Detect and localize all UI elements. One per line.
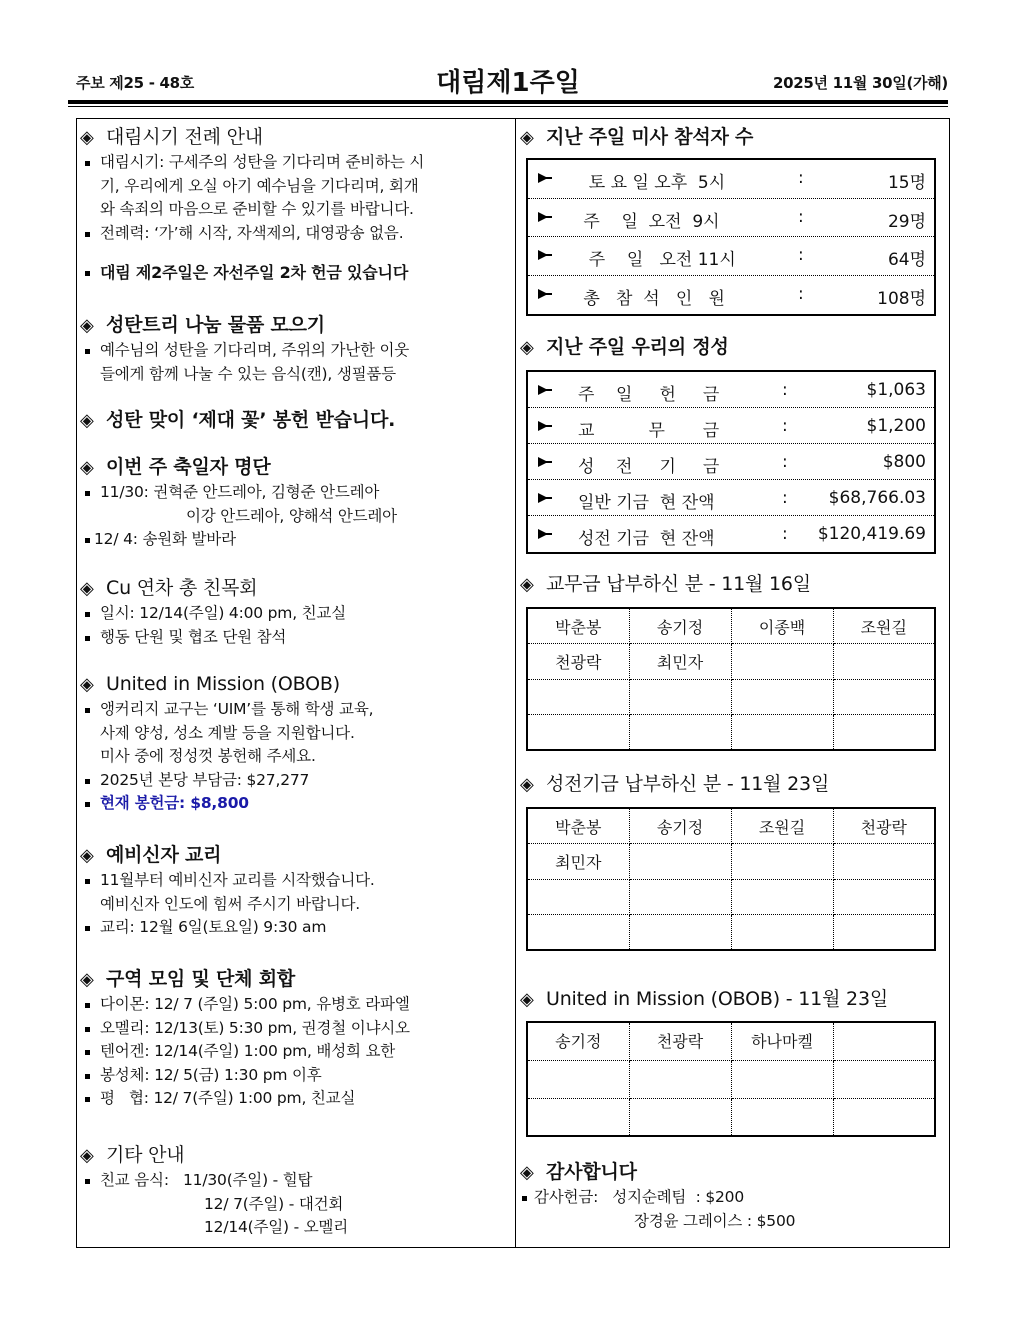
section-title: 성탄 맞이 ‘제대 꽃’ 봉헌 받습니다. [106,409,396,431]
list-item-cont: 12/ 7(주일) - 대건회 [204,1194,344,1213]
arrow-right-icon [538,289,548,299]
list-item-cont: 예비신자 인도에 힘써 주시기 바랍니다. [100,894,361,913]
offering-row: 교 무 금 : $1,200 [528,408,934,444]
table-cell [629,715,731,751]
table-cell [629,915,731,951]
list-item: 텐어겐: 12/14(주일) 1:00 pm, 배성희 요한 [80,1040,512,1064]
table-cell [731,679,833,715]
section-title: Cu 연차 총 친목회 [106,577,258,599]
section-etc [80,1142,512,1240]
arrow-right-icon [538,385,548,395]
bullet-icon [85,802,90,807]
list-item: 교리: 12월 6일(토요일) 9:30 am [80,916,512,940]
table-cell [527,679,629,715]
list-item-cont: 장경윤 그레이스 : $500 [634,1211,796,1230]
table-cell [527,915,629,951]
list-item-cont: 와 속죄의 마음으로 준비할 수 있기를 바랍니다. [100,200,414,218]
diamond-icon: ◈ [80,410,94,431]
section-title: 감사합니다 [546,1161,637,1183]
table-cell [731,879,833,915]
table-cell: 하나마켈 [731,1022,833,1060]
table-row [527,1022,935,1060]
list-item: 일시: 12/14(주일) 4:00 pm, 친교실 [80,602,512,626]
section-united-in-mission [80,671,512,816]
list-item-cont: 들에게 함께 나눌 수 있는 음식(캔), 생필품등 [100,364,396,383]
list-item: 11월부터 예비신자 교리를 시작했습니다. [80,869,512,893]
list-item: 오멜리: 12/13(토) 5:30 pm, 권경철 이냐시오 [80,1017,512,1041]
column-divider [515,118,516,1248]
table-cell: 송기정 [629,808,731,844]
table-cell [833,1022,935,1060]
diamond-icon: ◈ [520,774,534,795]
table-cell [527,715,629,751]
list-item: 11/30: 권혁준 안드레아, 김형준 안드레아 [80,481,512,505]
section-offering [520,334,948,361]
bullet-icon [85,1027,90,1032]
list-item: 행동 단원 및 협조 단원 참석 [80,626,512,650]
attendance-row: 토 요 일 오후 5시 : 15명 [528,160,934,199]
arrow-right-icon [538,493,548,503]
table-cell: 최민자 [629,644,731,680]
table-cell [731,844,833,880]
list-item: 다이몬: 12/ 7 (주일) 5:00 pm, 유병호 라파엘 [80,993,512,1017]
list-item-cont: 사제 양성, 성소 계발 등을 지원합니다. [100,723,355,742]
list-item: 봉성체: 12/ 5(금) 1:30 pm 이후 [80,1064,512,1088]
list-item: 2025년 본당 부담금: $27,277 [80,769,512,793]
arrow-right-icon [538,173,548,183]
diamond-icon: ◈ [80,457,94,478]
arrow-right-icon [538,457,548,467]
section-catechumen [80,842,512,940]
table-cell [731,1060,833,1098]
arrow-right-icon [538,250,548,260]
charity-sunday-notice: 대림 제2주일은 자선주일 2차 헌금 있습니다 [80,261,512,285]
table-cell [527,1060,629,1098]
list-item-cont: 이강 안드레아, 양해석 안드레아 [186,506,397,525]
diamond-icon: ◈ [520,989,534,1010]
section-title: United in Mission (OBOB) - 11월 23일 [546,988,888,1010]
table-row [527,644,935,680]
section-title: 기타 안내 [106,1144,185,1166]
diamond-icon: ◈ [80,969,94,990]
bullet-icon [522,1196,527,1201]
diamond-icon: ◈ [80,1145,94,1166]
diocesan-dues-table [526,607,936,751]
page-title: 대림제1주일 [436,68,580,98]
table-cell [833,679,935,715]
arrow-right-icon [538,421,548,431]
bullet-icon [85,1097,90,1102]
table-row [527,915,935,951]
table-cell [833,644,935,680]
bullet-icon [85,708,90,713]
diamond-icon: ◈ [520,127,534,148]
bullet-icon [85,1003,90,1008]
diamond-icon: ◈ [520,1162,534,1183]
table-cell [527,879,629,915]
section-title: 구역 모임 및 단체 회합 [106,968,296,990]
table-cell [629,1060,731,1098]
bullet-icon [85,612,90,617]
section-uim-donors [520,986,948,1013]
diamond-icon: ◈ [80,845,94,866]
attendance-row: 주 일 오전 11시 : 64명 [528,237,934,276]
table-cell [527,1098,629,1136]
list-item-cont: 12/14(주일) - 오멜리 [204,1218,349,1236]
table-cell: 박춘봉 [527,808,629,844]
table-cell: 조원길 [833,608,935,644]
section-christmas-tree [80,312,512,386]
table-cell [629,879,731,915]
offering-row: 주 일 헌 금 : $1,063 [528,372,934,408]
section-title: 지난 주일 우리의 정성 [546,336,729,358]
table-cell [731,915,833,951]
section-building-fund [520,771,948,798]
table-row [527,808,935,844]
bullet-icon [85,271,90,276]
issue-date: 2025년 11월 30일(가해) [772,74,948,92]
table-cell [731,715,833,751]
table-cell: 천광락 [833,808,935,844]
bullet-icon [85,161,90,166]
list-item: 12/ 4: 송원화 발바라 [80,528,512,552]
section-title: 성탄트리 나눔 물품 모으기 [106,314,325,336]
section-cu-gathering [80,575,512,649]
section-title: 대림시기 전례 안내 [106,126,263,148]
table-cell [833,844,935,880]
attendance-total-row: 총 참 석 인 원 : 108명 [528,276,934,315]
section-title: United in Mission (OBOB) [106,673,340,695]
section-title: 성전기금 납부하신 분 - 11월 23일 [546,773,830,795]
diamond-icon: ◈ [80,127,94,148]
table-cell: 조원길 [731,808,833,844]
bullet-icon [85,1074,90,1079]
list-item: 친교 음식: 11/30(주일) - 힐탑 [80,1169,512,1193]
table-row [527,1060,935,1098]
table-cell: 송기정 [527,1022,629,1060]
diamond-icon: ◈ [80,674,94,695]
building-fund-table [526,807,936,951]
list-item: 감사헌금: 성지순례팀 : $200 [520,1186,948,1210]
diamond-icon: ◈ [520,574,534,595]
bullet-icon [85,232,90,237]
attendance-table [526,158,936,316]
bullet-icon [85,538,90,543]
table-row [527,844,935,880]
table-cell: 송기정 [629,608,731,644]
arrow-right-icon [538,529,548,539]
bullet-icon [85,1179,90,1184]
table-cell [833,715,935,751]
header-rule-thick [68,100,948,104]
section-feast-days [80,454,512,552]
bullet-icon [85,491,90,496]
table-cell [731,1098,833,1136]
table-row [527,1098,935,1136]
list-item: 대림시기: 구세주의 성탄을 기다리며 준비하는 시 [80,151,512,175]
offering-table [526,370,936,554]
arrow-right-icon [538,212,548,222]
list-item: 예수님의 성탄을 기다리며, 주위의 가난한 이웃 [80,339,512,363]
bullet-icon [85,1050,90,1055]
attendance-row: 주 일 오전 9시 : 29명 [528,199,934,238]
section-title: 이번 주 축일자 명단 [106,456,271,478]
table-cell [833,1060,935,1098]
section-meetings [80,966,512,1111]
list-item: 앵커리지 교구는 ‘UIM’를 통해 학생 교육, [80,698,512,722]
table-cell [629,1098,731,1136]
table-cell: 천광락 [629,1022,731,1060]
diamond-icon: ◈ [520,337,534,358]
table-cell: 최민자 [527,844,629,880]
section-title: 예비신자 교리 [106,844,222,866]
table-row [527,879,935,915]
section-attendance [520,124,948,151]
table-cell [833,915,935,951]
bullet-icon [85,926,90,931]
bullet-icon [85,879,90,884]
section-altar-flower [80,407,512,434]
section-diocesan-dues [520,571,948,598]
offering-row: 성 전 기 금 : $800 [528,444,934,480]
issue-number: 주보 제25 - 48호 [76,74,195,92]
table-cell [629,844,731,880]
table-cell: 이종백 [731,608,833,644]
offering-row: 성전 기금 현 잔액 : $120,419.69 [528,516,934,552]
diamond-icon: ◈ [80,315,94,336]
table-cell [833,1098,935,1136]
section-thanks [520,1159,948,1233]
table-cell [731,644,833,680]
table-row [527,715,935,751]
bullet-icon [85,349,90,354]
table-cell: 박춘봉 [527,608,629,644]
section-advent-liturgy [80,124,512,285]
table-cell [833,879,935,915]
table-cell [629,679,731,715]
bulletin-header [68,62,948,102]
section-title: 교무금 납부하신 분 - 11월 16일 [546,573,811,595]
uim-donors-table [526,1021,936,1137]
current-offering-amount: 현재 봉헌금: $8,800 [80,792,512,816]
header-rule-thin [68,106,948,107]
bullet-icon [85,636,90,641]
table-cell: 천광락 [527,644,629,680]
table-row [527,679,935,715]
list-item-cont: 미사 중에 정성껏 봉헌해 주세요. [100,747,316,765]
bullet-icon [85,779,90,784]
offering-row: 일반 기금 현 잔액 : $68,766.03 [528,480,934,516]
diamond-icon: ◈ [80,578,94,599]
table-row [527,608,935,644]
list-item: 평 협: 12/ 7(주일) 1:00 pm, 친교실 [80,1087,512,1111]
list-item-cont: 기, 우리에게 오실 아기 예수님을 기다리며, 회개 [100,176,419,195]
section-title: 지난 주일 미사 참석자 수 [546,126,754,148]
list-item: 전례력: ‘가’해 시작, 자색제의, 대영광송 없음. [80,222,512,246]
